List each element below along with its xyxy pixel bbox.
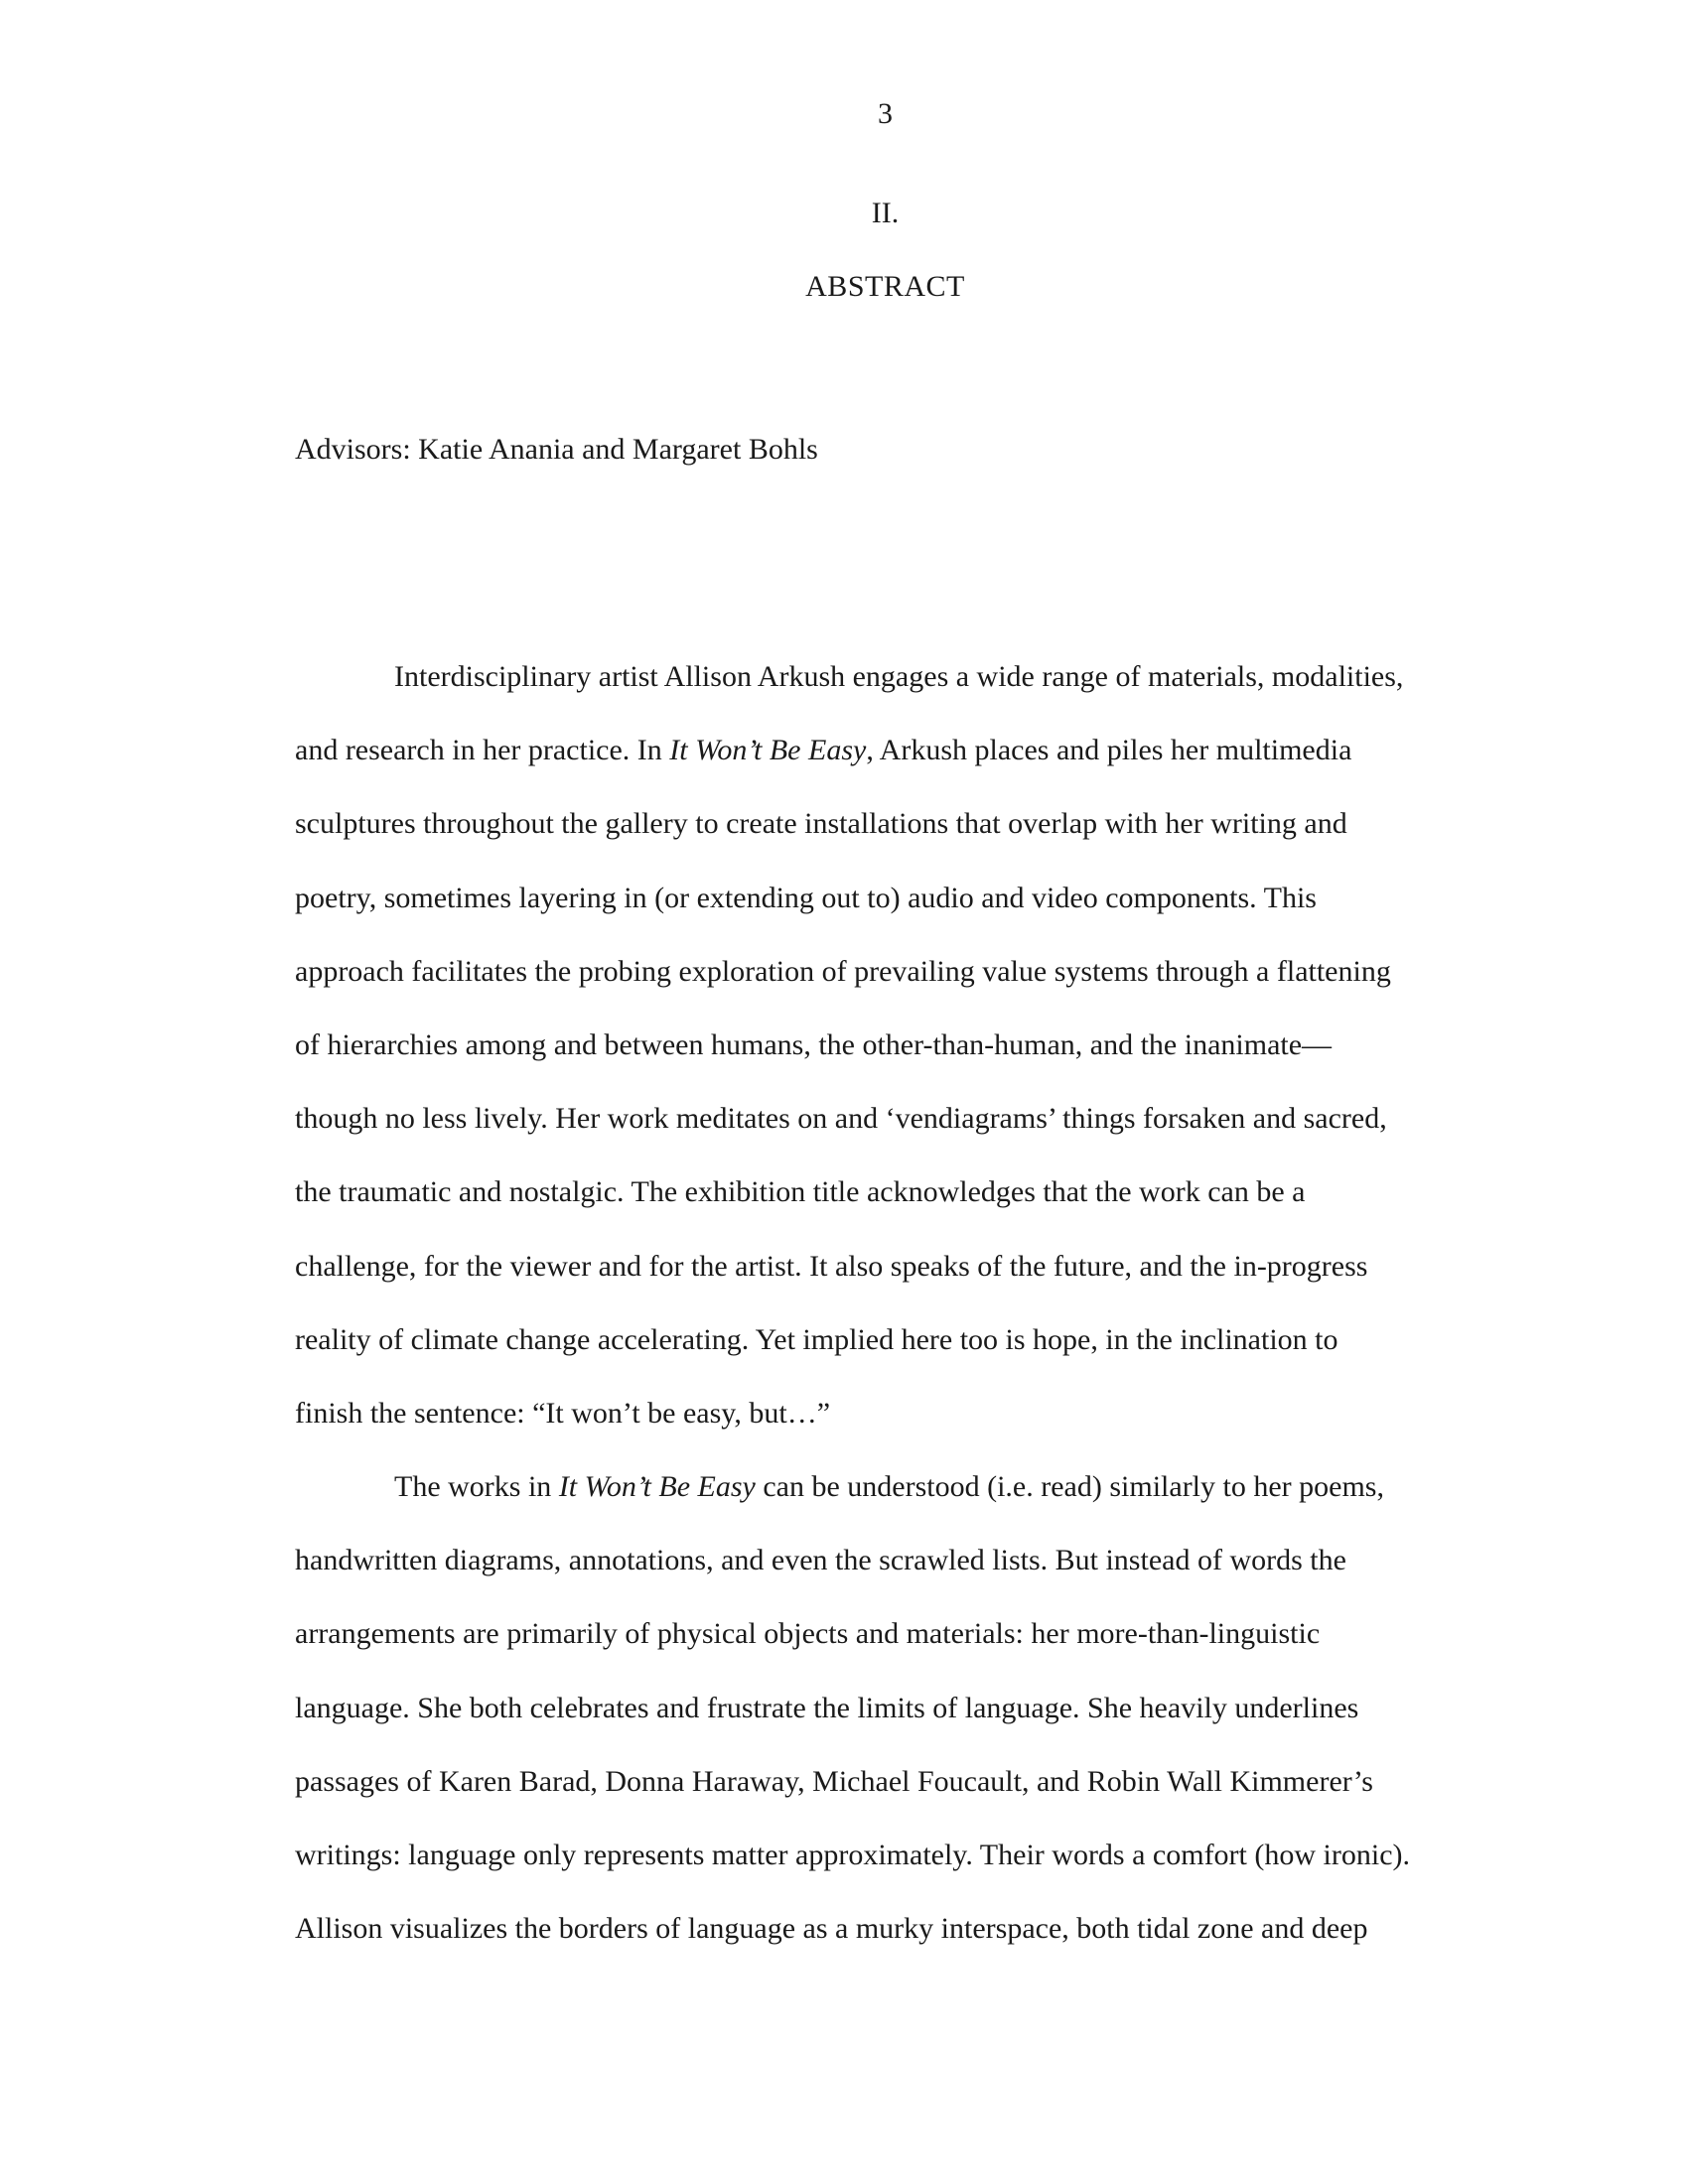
italic-title: It Won’t Be Easy xyxy=(558,1470,756,1504)
text-line xyxy=(295,1836,1477,1909)
text-segment: writings: language only represents matter approximately. Their words a comfort (how ironic). xyxy=(295,1839,1411,1871)
advisors-line: Advisors: Katie Anania and Margaret Bohls xyxy=(295,433,818,466)
italic-title: It Won’t Be Easy xyxy=(669,734,867,767)
text-line xyxy=(295,1909,1477,1982)
text-line xyxy=(295,731,1477,804)
text-line xyxy=(295,1467,1477,1541)
text-segment: can be understood (i.e. read) similarly to her poems, xyxy=(755,1470,1384,1504)
text-segment: , Arkush places and piles her multimedia xyxy=(866,734,1352,767)
text-line xyxy=(295,952,1477,1025)
text-line xyxy=(295,879,1477,952)
text-segment: approach facilitates the probing exploration of prevailing value systems through a flattening xyxy=(295,954,1391,988)
text-line xyxy=(295,1394,1477,1467)
section-title: ABSTRACT xyxy=(805,270,965,303)
text-line xyxy=(295,657,1477,731)
text-line xyxy=(295,1099,1477,1172)
text-segment: reality of climate change accelerating. Yet implied here too is hope, in the inclination to xyxy=(295,1322,1338,1356)
text-segment: The works in xyxy=(394,1470,559,1504)
text-segment: handwritten diagrams, annotations, and even the scrawled lists. But instead of words the xyxy=(295,1544,1346,1577)
text-segment: of hierarchies among and between humans, the other-than-human, and the inanimate— xyxy=(295,1027,1333,1061)
text-line xyxy=(295,1247,1477,1320)
text-line xyxy=(295,1320,1477,1394)
text-line xyxy=(295,1689,1477,1762)
text-segment: Interdisciplinary artist Allison Arkush engages a wide range of materials, modalities, xyxy=(394,660,1404,693)
text-segment: the traumatic and nostalgic. The exhibition title acknowledges that the work can be a xyxy=(295,1175,1306,1209)
text-segment: challenge, for the viewer and for the artist. It also speaks of the future, and the in-progress xyxy=(295,1249,1368,1283)
abstract-body xyxy=(295,657,1477,1982)
text-line xyxy=(295,1025,1477,1099)
text-segment: finish the sentence: “It won’t be easy, but…” xyxy=(295,1396,831,1430)
text-segment: poetry, sometimes layering in (or extending out to) audio and video components. This xyxy=(295,881,1317,914)
text-segment: though no less lively. Her work meditates on and ‘vendiagrams’ things forsaken and sacred, xyxy=(295,1102,1387,1136)
text-segment: and research in her practice. In xyxy=(295,734,670,767)
page-number: 3 xyxy=(878,97,893,130)
text-segment: sculptures throughout the gallery to create installations that overlap with her writing and xyxy=(295,807,1347,841)
text-line xyxy=(295,1541,1477,1614)
text-segment: passages of Karen Barad, Donna Haraway, Michael Foucault, and Robin Wall Kimmerer’s xyxy=(295,1764,1373,1798)
text-segment: Allison visualizes the borders of language as a murky interspace, both tidal zone and deep xyxy=(295,1912,1368,1946)
text-segment: language. She both celebrates and frustrate the limits of language. She heavily underlines xyxy=(295,1691,1359,1724)
section-number: II. xyxy=(871,197,900,229)
text-line xyxy=(295,1172,1477,1246)
text-segment: arrangements are primarily of physical objects and materials: her more-than-linguistic xyxy=(295,1617,1321,1651)
text-line xyxy=(295,804,1477,878)
text-line xyxy=(295,1614,1477,1688)
text-line xyxy=(295,1762,1477,1836)
